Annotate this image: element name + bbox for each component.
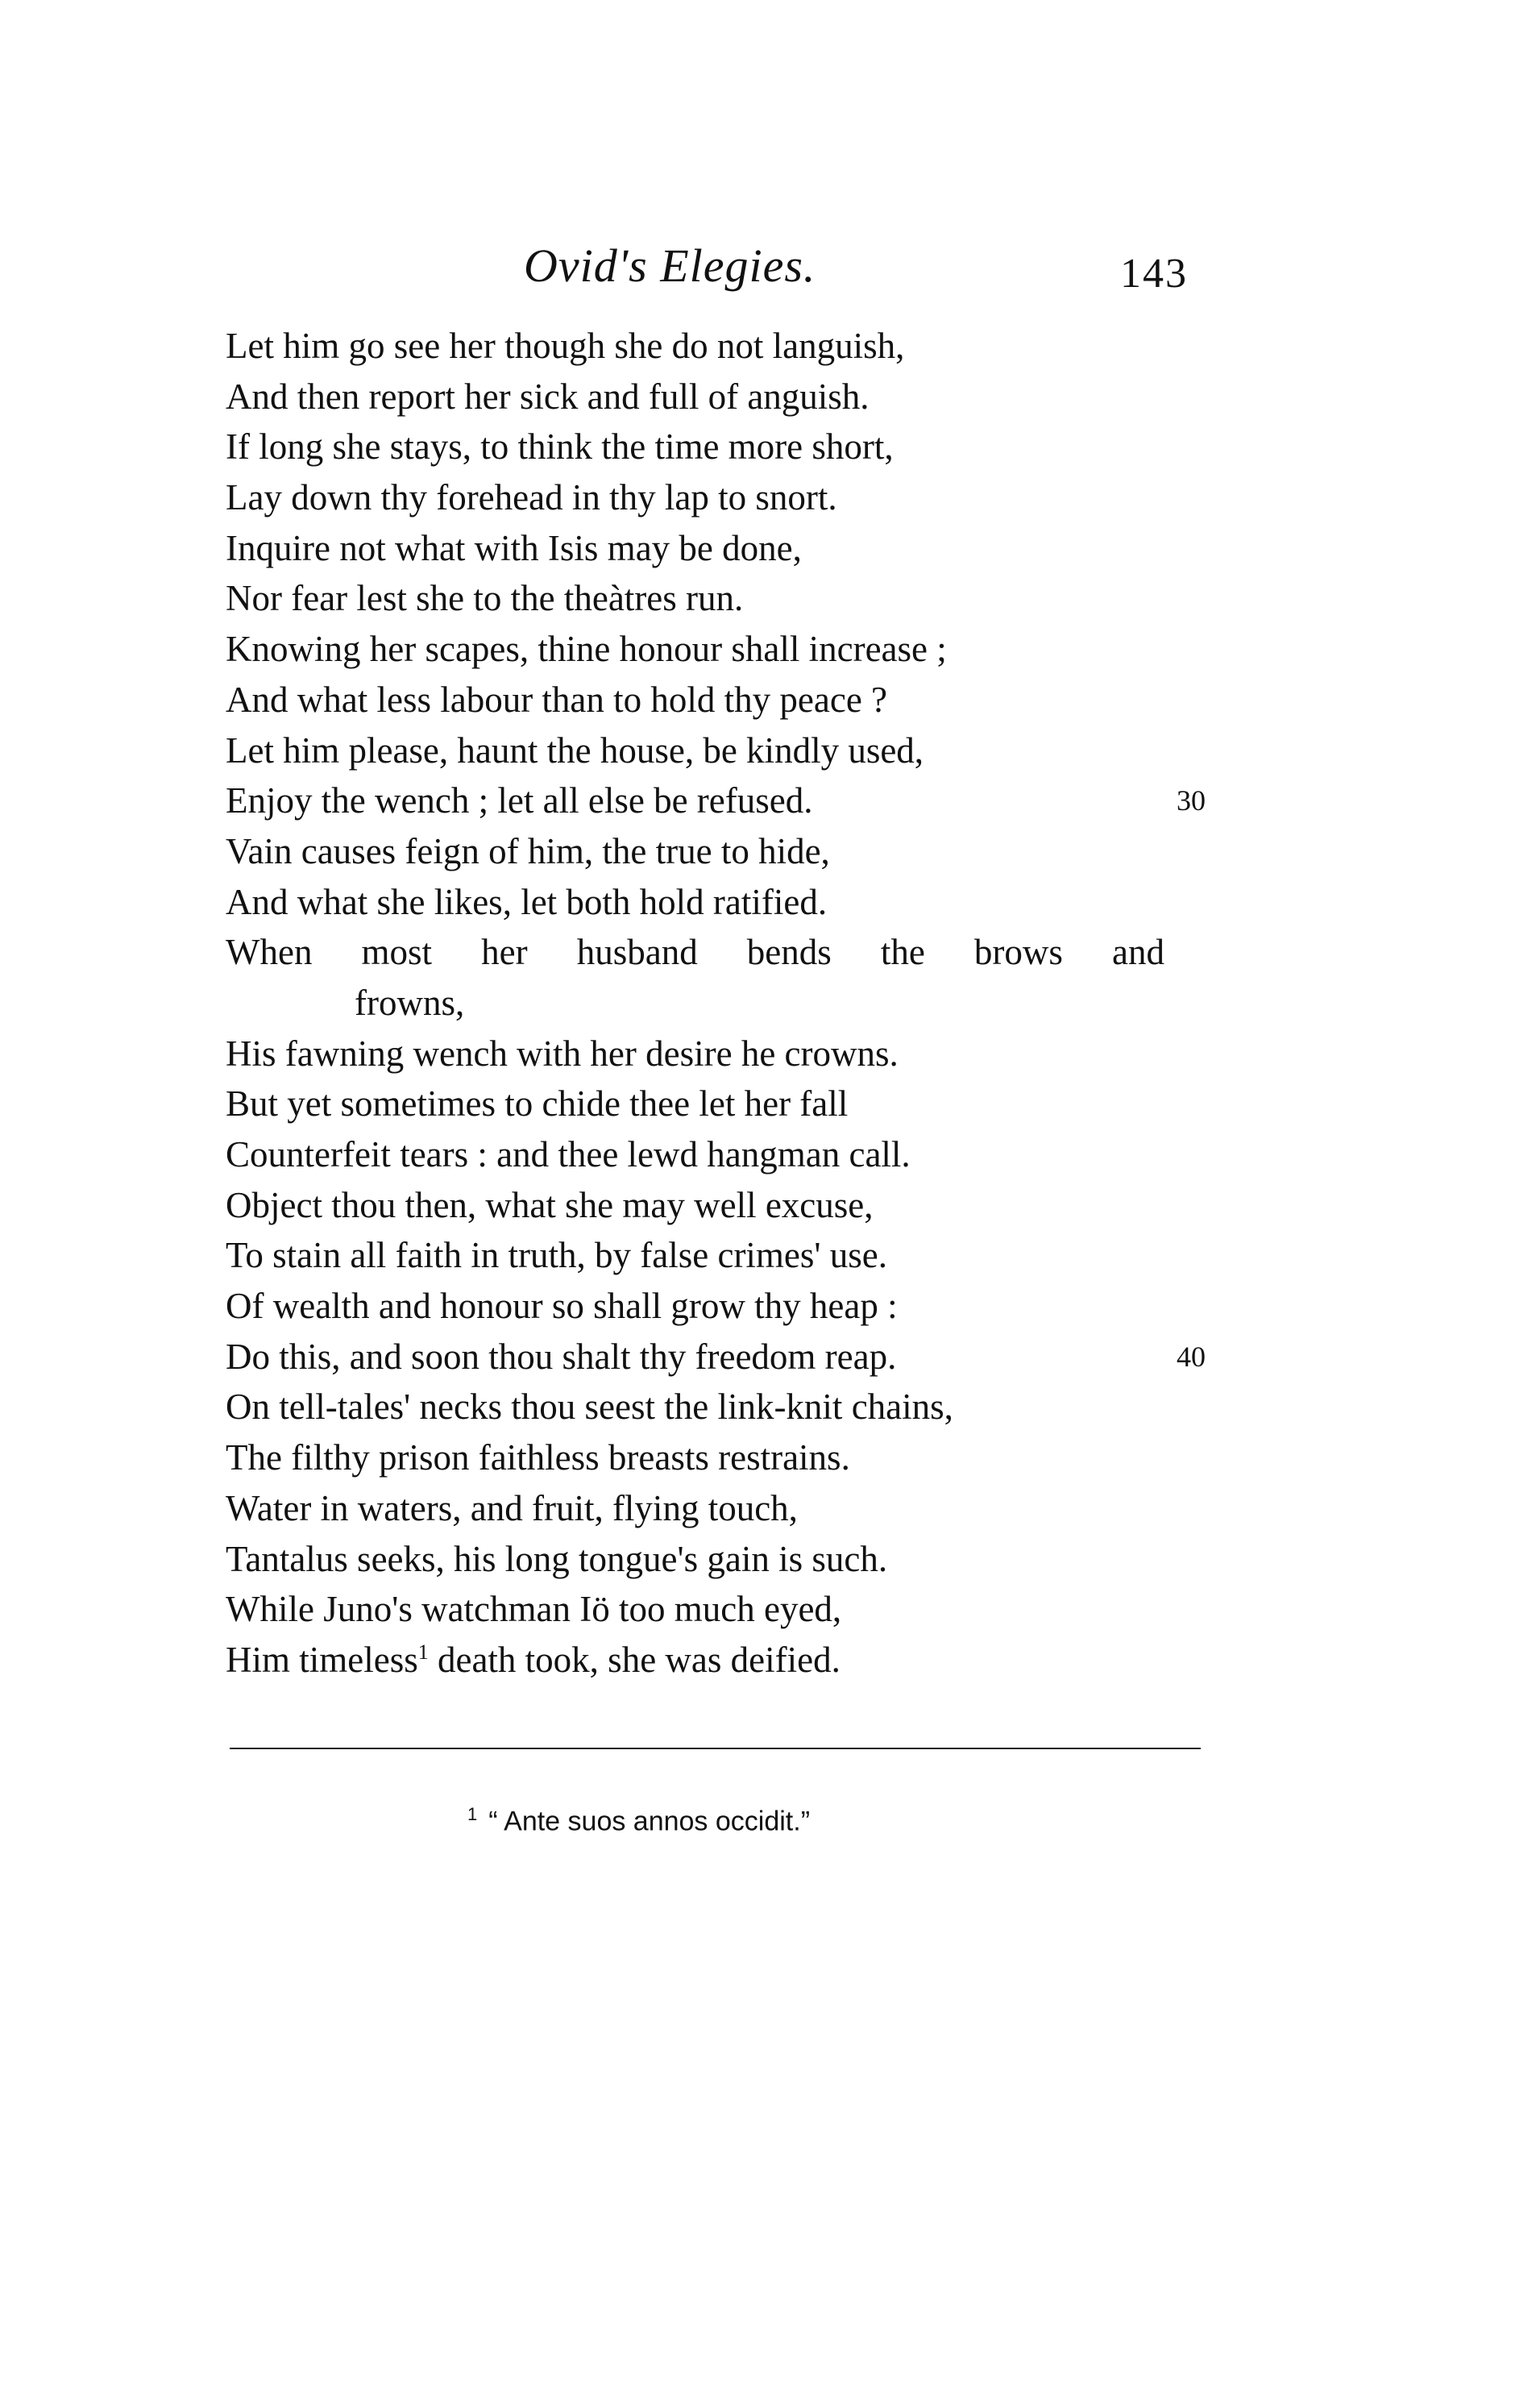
- footnote-reference[interactable]: 1: [417, 1640, 429, 1664]
- poem-line: Object thou then, what she may well excuse,: [226, 1184, 874, 1225]
- poem-line: Let him please, haunt the house, be kindly used,: [226, 730, 924, 771]
- poem-line: While Juno's watchman Iö too much eyed,: [226, 1589, 842, 1630]
- poem-line-numbered: [226, 1332, 1225, 1382]
- running-head: [0, 239, 1540, 303]
- footnote-divider: [230, 1748, 1201, 1749]
- poem-line: The filthy prison faithless breasts restrains.: [226, 1437, 850, 1478]
- poem-line: And what she likes, let both hold ratified.: [226, 881, 828, 922]
- poem-line: Inquire not what with Isis may be done,: [226, 527, 802, 568]
- running-head-title: Ovid's Elegies.: [524, 239, 816, 292]
- poem-line-with-footnote-ref: [226, 1635, 1225, 1686]
- poem-line-text: Him timeless: [226, 1639, 418, 1680]
- line-number: 40: [1177, 1340, 1206, 1373]
- poem-line: Water in waters, and fruit, flying touch,: [226, 1487, 798, 1528]
- footnote: [467, 1804, 810, 1837]
- footnote-marker: 1: [467, 1804, 478, 1824]
- poem-line-numbered: [226, 775, 1225, 826]
- poem-line: But yet sometimes to chide thee let her fall: [226, 1083, 849, 1125]
- poem-line: Nor fear lest she to the theàtres run.: [226, 578, 744, 619]
- poem-line-continuation: frowns,: [355, 982, 465, 1023]
- poem-line: On tell-tales' necks thou seest the link-knit chains,: [226, 1387, 953, 1428]
- poem-line: And then report her sick and full of anguish.: [226, 376, 870, 417]
- line-number: 30: [1177, 784, 1206, 817]
- poem-line: Of wealth and honour so shall grow thy heap :: [226, 1286, 898, 1327]
- poem-line: Tantalus seeks, his long tongue's gain is such.: [226, 1538, 888, 1579]
- page-number: 143: [1120, 251, 1188, 297]
- poem-line: If long she stays, to think the time more short,: [226, 426, 894, 468]
- poem-line: Knowing her scapes, thine honour shall increase ;: [226, 629, 947, 670]
- poem-line: Let him go see her though she do not languish,: [226, 326, 905, 366]
- poem-line: To stain all faith in truth, by false crimes' use.: [226, 1235, 888, 1276]
- poem-line: Lay down thy forehead in thy lap to snort.: [226, 477, 837, 518]
- poem-line: And what less labour than to hold thy peace ?: [226, 679, 888, 720]
- poem-line: When most her husband bends the brows and: [226, 932, 1164, 973]
- poem-line: Counterfeit tears : and thee lewd hangman call.: [226, 1134, 911, 1174]
- poem-text: [226, 321, 1225, 1686]
- poem-line-text: Enjoy the wench ; let all else be refused.: [226, 780, 813, 821]
- poem-line-text: Do this, and soon thou shalt thy freedom reap.: [226, 1336, 897, 1377]
- poem-line-text: death took, she was deified.: [428, 1639, 841, 1680]
- footnote-text: “ Ante suos annos occidit.”: [488, 1806, 811, 1837]
- poem-line: Vain causes feign of him, the true to hide,: [226, 830, 830, 871]
- poem-line: His fawning wench with her desire he crowns.: [226, 1033, 899, 1074]
